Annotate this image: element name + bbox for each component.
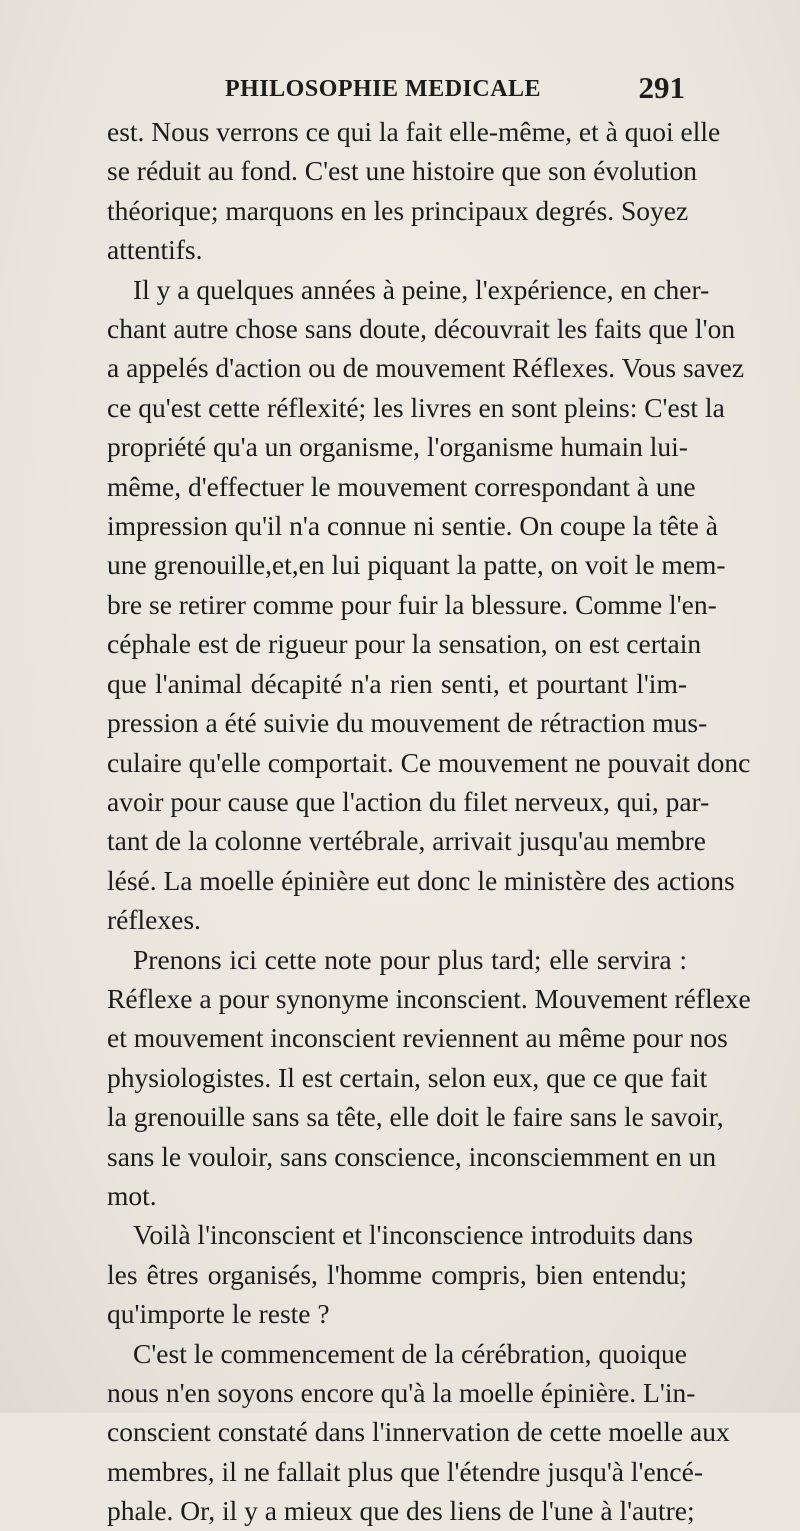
text-line: qu'importe le reste ?	[107, 1298, 330, 1330]
text-line: sans le vouloir, sans conscience, inconsciemment en un	[107, 1140, 717, 1172]
paragraph	[107, 270, 751, 940]
text-line: phale. Or, il y a mieux que des liens de l'une à l'autre;	[107, 1495, 695, 1527]
paragraph	[107, 1334, 730, 1531]
text-line: et mouvement inconscient reviennent au même pour nos	[107, 1022, 728, 1054]
text-line: se réduit au fond. C'est une histoire que son évolution	[107, 155, 697, 187]
page-number: 291	[638, 70, 685, 105]
paragraph	[107, 1215, 694, 1333]
text-line: Il y a quelques années à peine, l'expérience, en cher-	[133, 273, 710, 305]
text-line: conscient constaté dans l'innervation de cette moelle aux	[107, 1416, 730, 1448]
text-line: mot.	[107, 1179, 157, 1211]
paragraph	[107, 940, 751, 1216]
text-line: bre se retirer comme pour fuir la blessure. Comme l'en-	[107, 588, 717, 620]
text-line: impression qu'il n'a connue ni sentie. On coupe la tête à	[107, 510, 718, 542]
text-line: membres, il ne fallait plus que l'étendre jusqu'à l'encé-	[107, 1455, 703, 1487]
text-line: céphale est de rigueur pour la sensation, on est certain	[107, 628, 702, 660]
text-line: tant de la colonne vertébrale, arrivait jusqu'au membre	[107, 825, 707, 857]
text-line: lésé. La moelle épinière eut donc le ministère des actions	[107, 864, 735, 896]
text-line: Réflexe a pour synonyme inconscient. Mouvement réflexe	[107, 982, 751, 1014]
text-line: physiologistes. Il est certain, selon eux, que ce que fait	[107, 1061, 708, 1093]
text-line: C'est le commencement de la cérébration, quoique	[133, 1337, 687, 1369]
text-line: nous n'en soyons encore qu'à la moelle épinière. L'in-	[107, 1377, 696, 1408]
text-line: propriété qu'a un organisme, l'organisme humain lui-	[107, 431, 688, 463]
text-line: pression a été suivie du mouvement de rétraction mus-	[107, 707, 708, 739]
paragraph	[107, 112, 721, 270]
page-header	[105, 70, 685, 110]
text-line: Voilà l'inconscient et l'inconscience introduits dans	[133, 1219, 694, 1251]
text-line: que l'animal décapité n'a rien senti, et pourtant l'im-	[107, 667, 687, 699]
running-title: PHILOSOPHIE MEDICALE	[225, 76, 542, 102]
text-line: avoir pour cause que l'action du filet nerveux, qui, par-	[107, 785, 710, 817]
text-line: Prenons ici cette note pour plus tard; elle servira :	[133, 943, 687, 975]
text-line: même, d'effectuer le mouvement correspondant à une	[107, 470, 696, 502]
text-line: une grenouille,et,en lui piquant la patte, on voit le mem-	[107, 549, 726, 581]
text-line: culaire qu'elle comportait. Ce mouvement ne pouvait donc	[107, 746, 751, 778]
text-line: théorique; marquons en les principaux degrés. Soyez	[107, 194, 689, 226]
text-line: la grenouille sans sa tête, elle doit le faire sans le savoir,	[107, 1101, 724, 1133]
text-line: a appelés d'action ou de mouvement Réflexes. Vous savez	[107, 352, 745, 384]
text-line: les êtres organisés, l'homme compris, bien entendu;	[107, 1258, 687, 1290]
text-line: est. Nous verrons ce qui la fait elle-même, et à quoi elle	[107, 116, 721, 147]
text-line: chant autre chose sans doute, découvrait les faits que l'on	[107, 313, 736, 345]
text-line: ce qu'est cette réflexité; les livres en sont pleins: C'est la	[107, 391, 725, 423]
body-text	[107, 112, 751, 1531]
text-line: réflexes.	[107, 904, 201, 936]
text-line: attentifs.	[107, 234, 203, 266]
